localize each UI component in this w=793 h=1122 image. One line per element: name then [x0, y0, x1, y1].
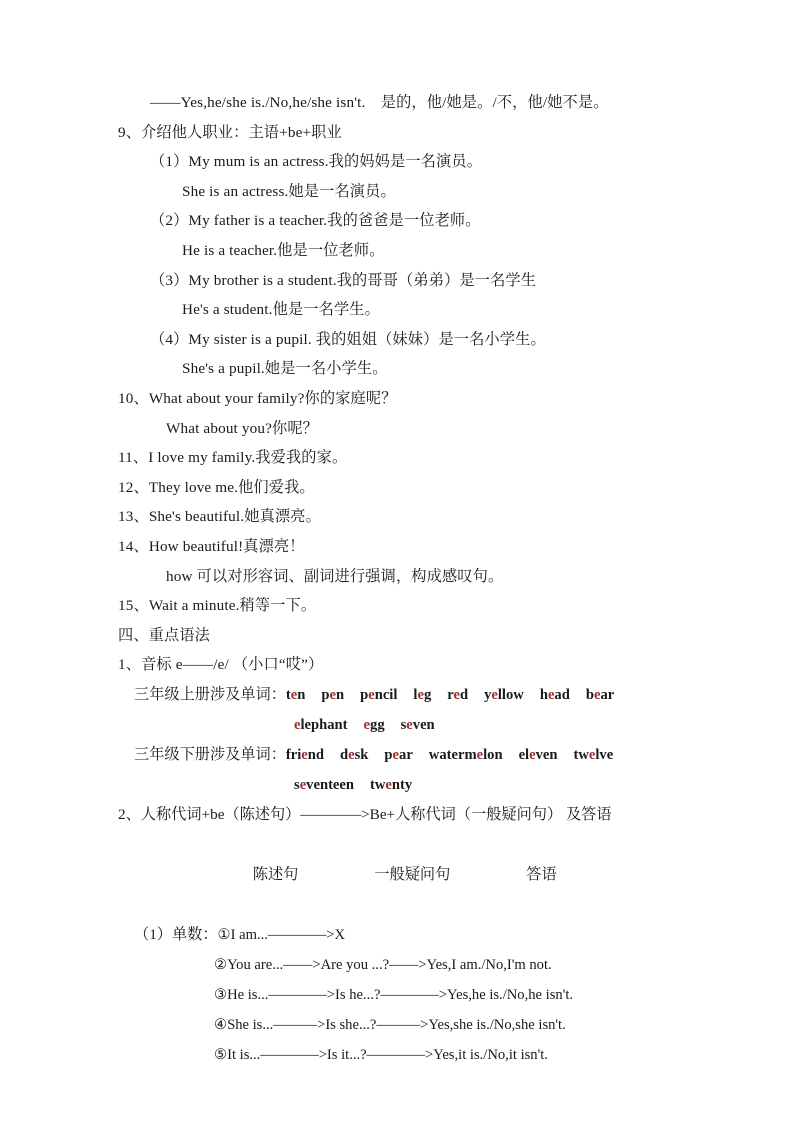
vocab-word: twelve: [573, 746, 614, 763]
section-item-12: 12、They love me.他们爱我。: [118, 478, 315, 496]
section-item-9: 9、介绍他人职业：主语+be+职业: [118, 123, 342, 141]
vocab-group-2-line-1: [118, 740, 678, 770]
column-header-question: 一般疑问句: [374, 865, 451, 883]
grammar-rule-1: ①I am...————>X: [217, 926, 346, 943]
vocab-word: seven: [400, 716, 435, 733]
vocab-word: pen: [321, 686, 345, 703]
vocab-word: red: [447, 686, 469, 703]
grammar-heading: 2、人称代词+be（陈述句）————>Be+人称代词（一般疑问句） 及答语: [118, 805, 612, 823]
section-item-phonetic: 1、音标 e——/e/ （小口“哎”）: [118, 656, 324, 674]
text-line: She's a pupil.她是一名小学生。: [182, 360, 388, 378]
grammar-rule-row: [118, 980, 678, 1010]
vocab-group-1-label: 三年级上册涉及单词：: [134, 685, 286, 703]
vocab-words: [286, 686, 614, 703]
text-line: how 可以对形容词、副词进行强调，构成感叹句。: [166, 567, 504, 585]
section-item-15: 15、Wait a minute.稍等一下。: [118, 597, 317, 615]
vocab-word: ten: [285, 686, 306, 703]
section-item-11: 11、I love my family.我爱我的家。: [118, 449, 348, 467]
vocab-words: [294, 776, 412, 793]
vocab-word: yellow: [484, 686, 524, 703]
vocab-word: pencil: [360, 686, 398, 703]
text-line: （3）My brother is a student.我的哥哥（弟弟）是一名学生: [150, 271, 537, 289]
grammar-rule-5: ⑤It is...————>Is it...?————>Yes,it is./No,it isn't.: [214, 1046, 548, 1063]
singular-label: （1）单数：: [134, 925, 218, 943]
vocab-word: egg: [363, 716, 385, 733]
text-line: （4）My sister is a pupil. 我的姐姐（妹妹）是一名小学生。: [150, 330, 546, 348]
vocab-word: watermelon: [428, 746, 503, 763]
column-header-answer: 答语: [526, 865, 557, 883]
grammar-column-headers: [118, 830, 678, 920]
section-heading-grammar: 四、重点语法: [118, 626, 211, 644]
vocab-group-2-label: 三年级下册涉及单词：: [134, 745, 286, 763]
section-item-13: 13、She's beautiful.她真漂亮。: [118, 508, 321, 526]
section-item-14: 14、How beautiful!真漂亮！: [118, 537, 305, 555]
vocab-group-2-line-2: [118, 770, 678, 800]
section-item-10: 10、What about your family?你的家庭呢？: [118, 389, 397, 407]
grammar-rule-row: [118, 1040, 678, 1070]
grammar-rule-4: ④She is...———>Is she...?———>Yes,she is./No,she isn't.: [214, 1016, 566, 1033]
grammar-rule-3: ③He is...————>Is he...?————>Yes,he is./No,he isn't.: [214, 986, 574, 1003]
column-header-statement: 陈述句: [252, 865, 299, 883]
grammar-singular-row: [118, 920, 678, 950]
vocab-word: eleven: [518, 746, 558, 763]
grammar-rule-2: ②You are...——>Are you ...?——>Yes,I am./No,I'm not.: [214, 956, 552, 973]
vocab-word: twenty: [370, 776, 413, 793]
grammar-rule-row: [118, 1010, 678, 1040]
vocab-word: desk: [340, 746, 369, 763]
vocab-words: [294, 716, 435, 733]
vocab-word: head: [539, 686, 570, 703]
grammar-rule-row: [118, 950, 678, 980]
text-line: What about you?你呢？: [166, 419, 319, 437]
text-line: （2）My father is a teacher.我的爸爸是一位老师。: [150, 212, 481, 230]
vocab-group-1-line-2: [118, 710, 678, 740]
vocab-word: pear: [384, 746, 413, 763]
vocab-words: [286, 746, 613, 763]
vocab-word: bear: [585, 686, 615, 703]
text-line: She is an actress.她是一名演员。: [182, 182, 396, 200]
document-body: [118, 88, 678, 1070]
text-line: He's a student.他是一名学生。: [182, 301, 380, 319]
text-line: （1）My mum is an actress.我的妈妈是一名演员。: [150, 153, 483, 171]
vocab-word: leg: [413, 686, 432, 703]
vocab-group-1-line-1: [118, 680, 678, 710]
vocab-word: friend: [285, 746, 324, 763]
text-line: He is a teacher.他是一位老师。: [182, 241, 385, 259]
vocab-word: elephant: [294, 716, 348, 733]
vocab-word: seventeen: [294, 776, 354, 793]
text-line: ——Yes,he/she is./No,he/she isn't. 是的，他/她是。/不，他/她不是。: [150, 94, 609, 111]
